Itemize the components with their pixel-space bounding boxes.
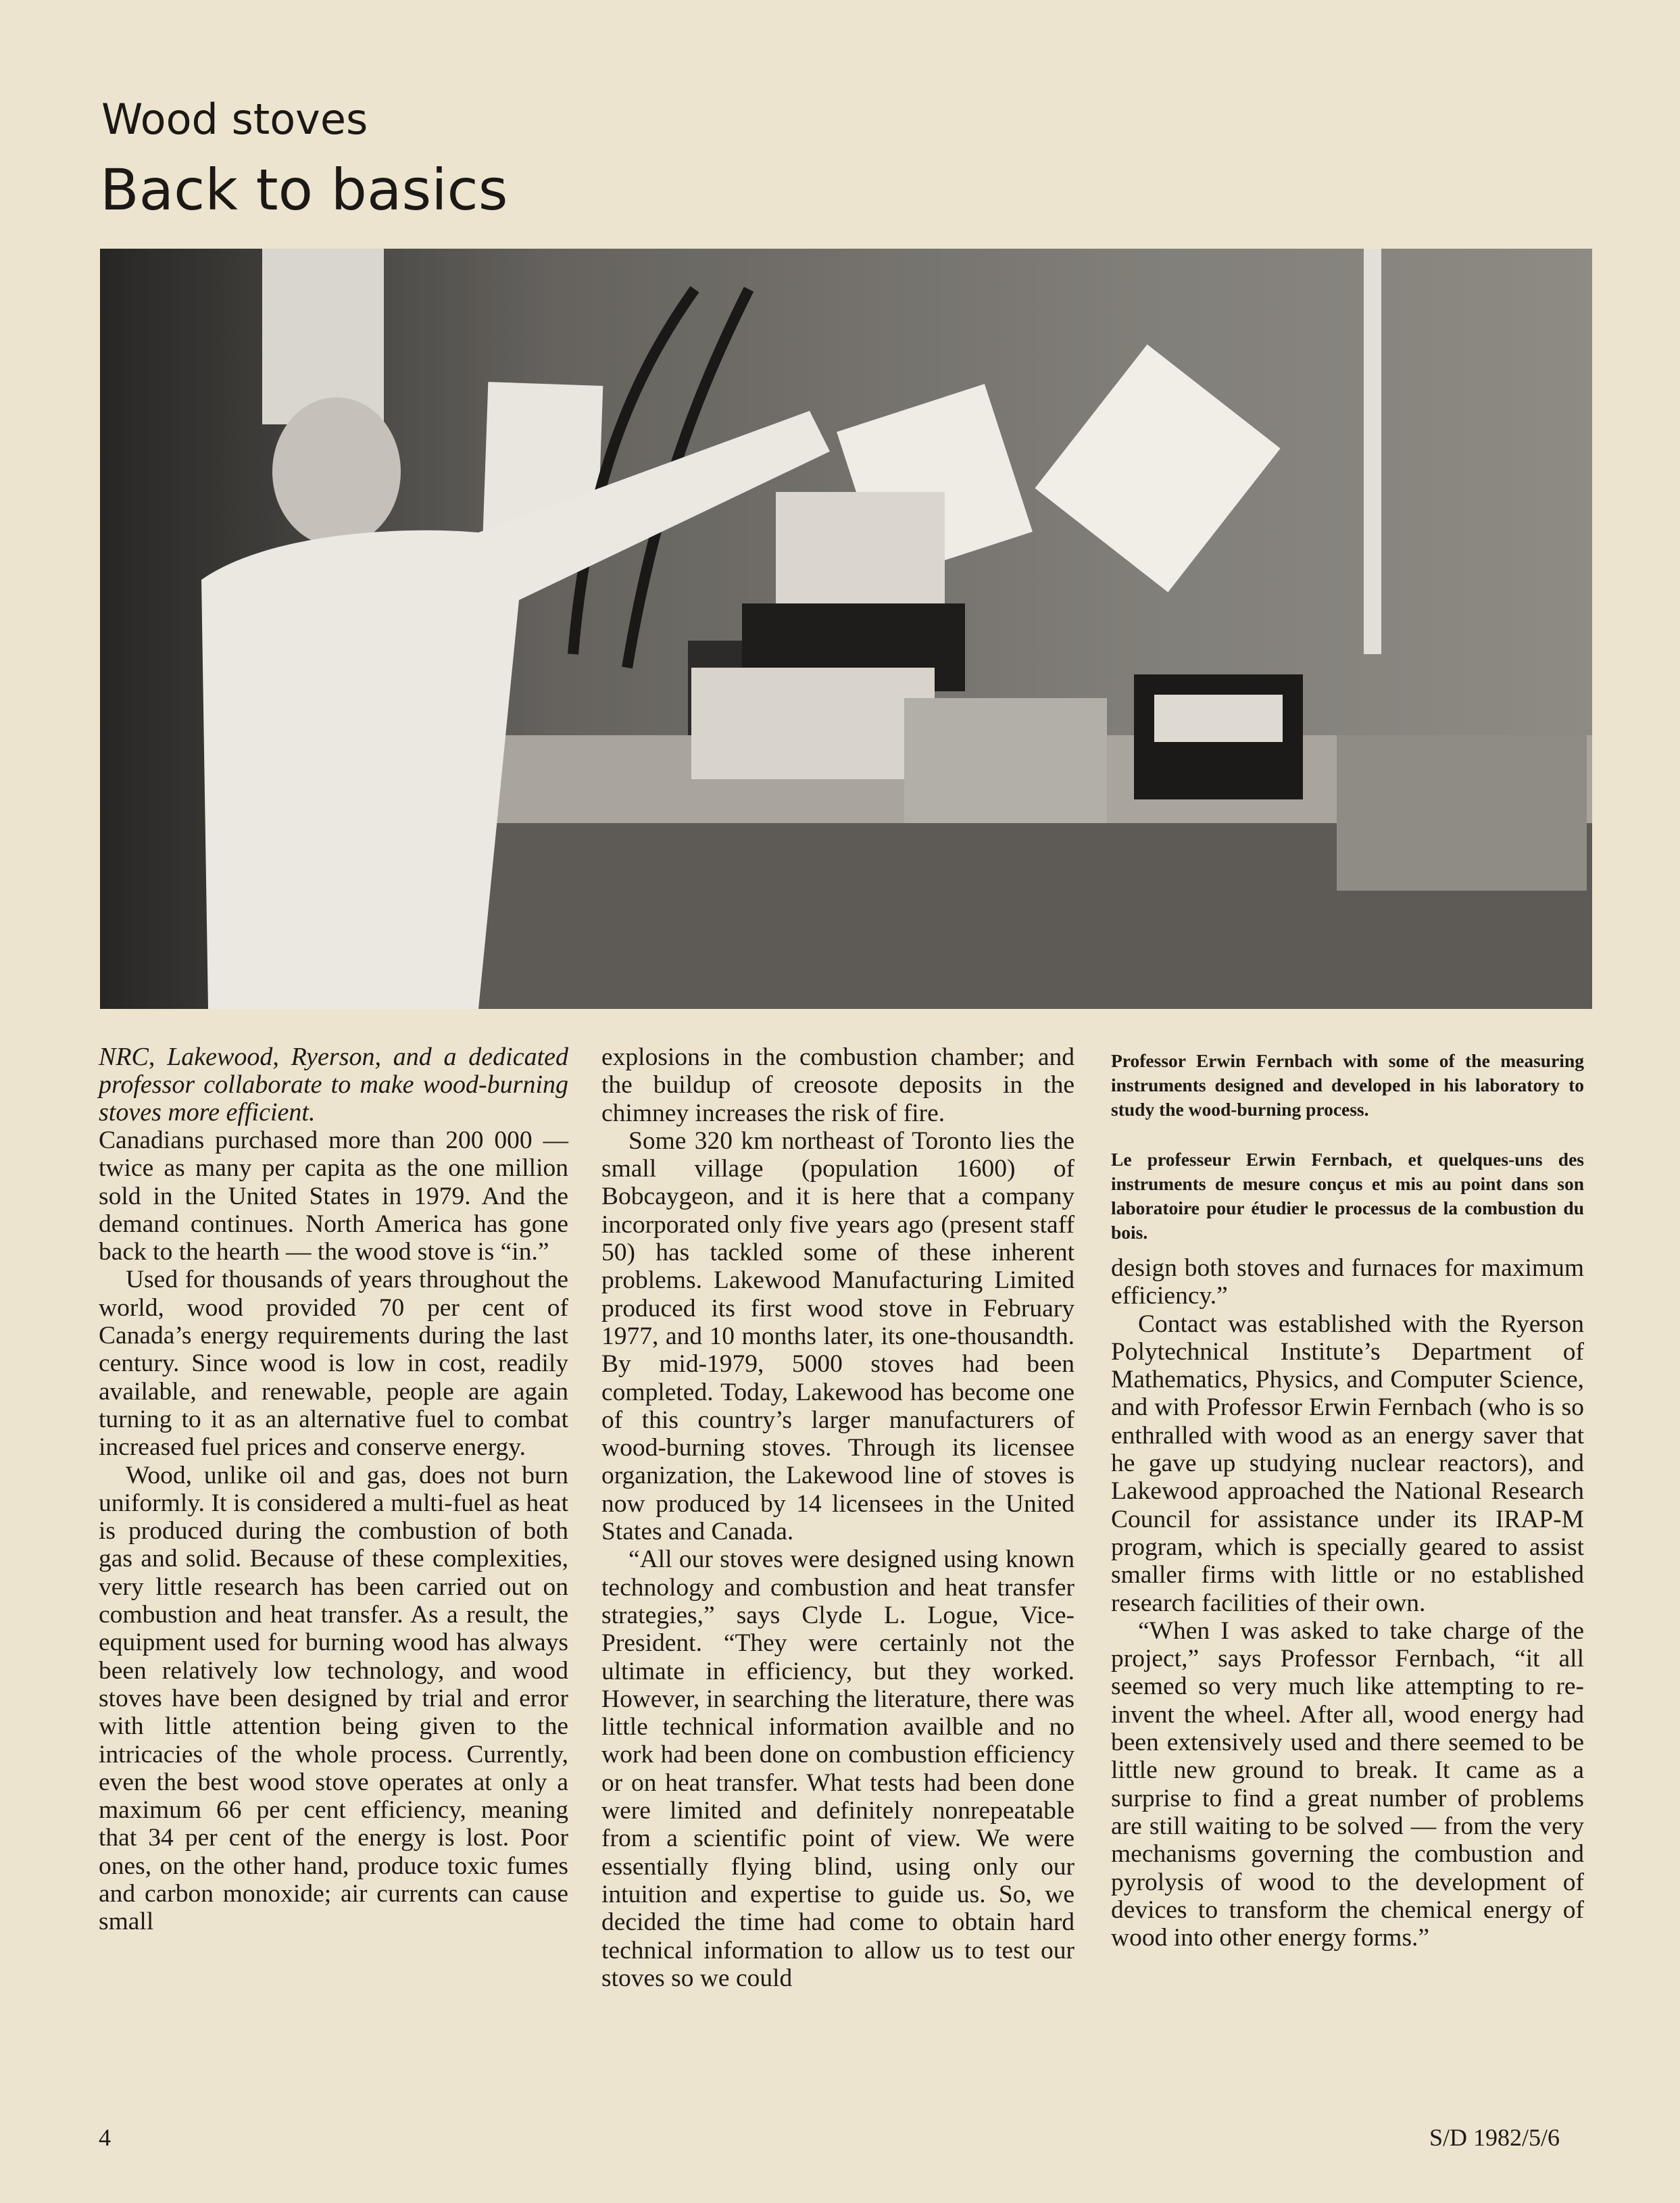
kicker: Wood stoves <box>101 95 368 144</box>
article-column-1 <box>99 1043 568 1936</box>
lab-instruments-photo <box>100 249 1592 1009</box>
article-column-3 <box>1111 1043 1584 1952</box>
article-paragraph: explosions in the combustion chamber; and the buildup of creosote deposits in the chimney increases the risk of fire. <box>601 1043 1074 1127</box>
article-paragraph: Contact was established with the Ryerson Polytechnical Institute’s Department of Mathematics, Physics, and Computer Science, and with Professor Erwin Fernbach (who is so enthralled with wood as an energy saver that he gave up studying nuclear reactors), and Lakewood approached the National Research Council for assistance under its IRAP-M program, which is specially geared to assist smaller firms with little or no established research facilities of their own. <box>1111 1310 1584 1617</box>
photo-caption-french: Le professeur Erwin Fernbach, et quelques-uns des instruments de mesure conçus et mis au point dans son laboratoire pour étudier le processus de la combustion du bois. <box>1111 1149 1584 1243</box>
article-paragraph: Some 320 km northeast of Toronto lies the small village (population 1600) of Bobcaygeon, and it is here that a company incorporated only five years ago (present staff 50) has tackled some of these inherent problems. Lakewood Manufacturing Limited produced its first wood stove in February 1977, and 10 months later, its one-thousandth. By mid-1979, 5000 stoves had been completed. Today, Lakewood has become one of this country’s larger manufacturers of wood-burning stoves. Through its licensee organization, the Lakewood line of stoves is now produced by 14 licensees in the United States and Canada. <box>601 1127 1074 1546</box>
issue-label: S/D 1982/5/6 <box>1429 2124 1560 2151</box>
article-paragraph: design both stoves and furnaces for maximum efficiency.” <box>1111 1254 1584 1310</box>
page-title: Back to basics <box>100 157 508 223</box>
show-through-text <box>595 101 1608 257</box>
article-paragraph: Canadians purchased more than 200 000 — twice as many per capita as the one million sold in the United States in 1979. And the demand continues. North America has gone back to the hearth — the wood stove is “in.” <box>99 1127 568 1266</box>
page-number: 4 <box>99 2124 111 2151</box>
article-paragraph: “All our stoves were designed using known technology and combustion and heat transfer strategies,” says Clyde L. Logue, Vice-President. “They were certainly not the ultimate in efficiency, but they worked. However, in searching the literature, there was little technical information availble and no work had been done on combustion efficiency or on heat transfer. What tests had been done were limited and definitely nonrepeatable from a scientific point of view. We were essentially flying blind, using only our intuition and expertise to guide us. So, we decided the time had come to obtain hard technical information to allow us to test our stoves so we could <box>601 1545 1074 1992</box>
article-paragraph: Used for thousands of years throughout the world, wood provided 70 per cent of Canada’s energy requirements during the last century. Since wood is low in cost, readily available, and renewable, people are again turning to it as an alternative fuel to combat increased fuel prices and conserve energy. <box>99 1266 568 1462</box>
article-paragraph: “When I was asked to take charge of the project,” says Professor Fernbach, “it all seemed so very much like attempting to re-invent the wheel. After all, wood energy had been extensively used and there seemed to be little new ground to break. It came as a surprise to find a great number of problems are still waiting to be solved — from the very mechanisms governing the combustion and pyrolysis of wood to the development of devices to transform the chemical energy of wood into other energy forms.” <box>1111 1616 1584 1952</box>
article-paragraph: Wood, unlike oil and gas, does not burn uniformly. It is considered a multi-fuel as heat is produced during the combustion of both gas and solid. Because of these complexities, very little research has been carried out on combustion and heat transfer. As a result, the equipment used for burning wood has always been relatively low technology, and wood stoves have been designed by trial and error with little attention being given to the intricacies of the whole process. Currently, even the best wood stove operates at only a maximum 66 per cent efficiency, meaning that 34 per cent of the energy is lost. Poor ones, on the other hand, produce toxic fumes and carbon monoxide; air currents can cause small <box>99 1461 568 1936</box>
lab-instruments-photo-icon <box>100 249 1592 1009</box>
lede: NRC, Lakewood, Ryerson, and a dedicated professor collaborate to make wood-burning stoves more efficient. <box>99 1043 568 1127</box>
article-column-2 <box>601 1043 1074 1992</box>
photo-caption-english: Professor Erwin Fernbach with some of the measuring instruments designed and developed in his laboratory to study the wood-burning process. <box>1111 1050 1584 1120</box>
